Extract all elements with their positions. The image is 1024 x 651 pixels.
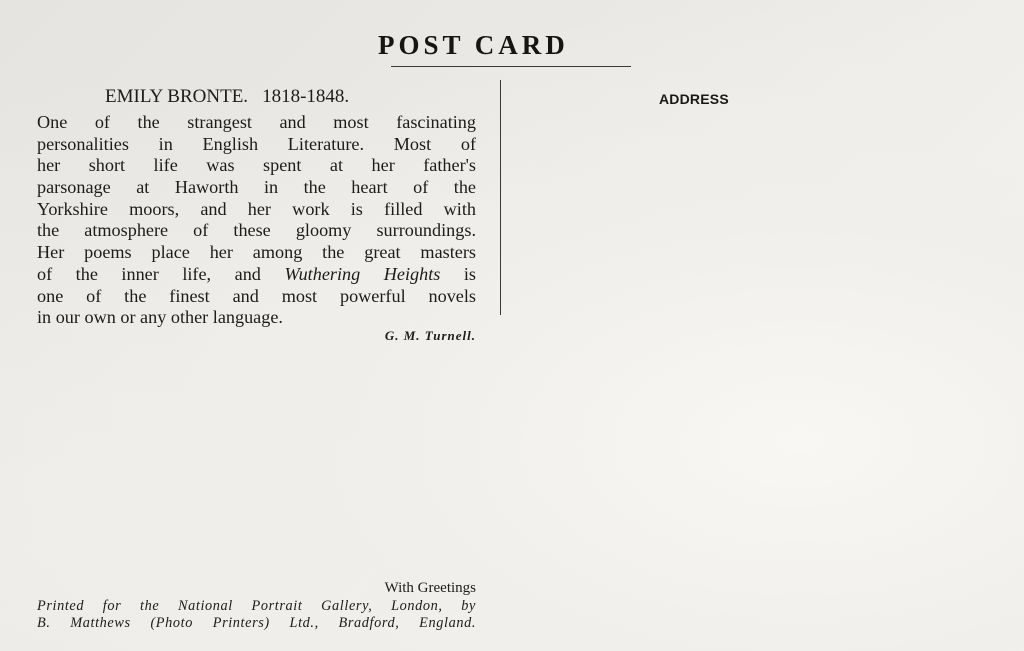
description-line: parsonage at Haworth in the heart of the	[37, 177, 476, 198]
description-segment: of the inner life, and	[37, 263, 285, 284]
description-line: one of the finest and most powerful novels	[37, 285, 476, 306]
subject-years: 1818-1848.	[262, 86, 350, 107]
subject-title	[105, 86, 349, 108]
greetings-text: With Greetings	[384, 580, 476, 596]
novel-title: Wuthering Heights	[284, 263, 441, 284]
description-line: Yorkshire moors, and her work is filled with	[37, 198, 476, 219]
printer-credit-line: B. Matthews (Photo Printers) Ltd., Bradford, England.	[37, 615, 476, 631]
description-line: One of the strangest and most fascinating	[37, 112, 476, 132]
description-line	[37, 264, 476, 286]
address-label: ADDRESS	[659, 91, 729, 107]
author-credit: G. M. Turnell.	[384, 328, 476, 343]
description-text	[37, 112, 476, 329]
postcard-heading: POST CARD	[378, 30, 569, 60]
description-line: Her poems place her among the great masters	[37, 242, 476, 263]
description-segment: is	[440, 263, 476, 284]
printer-credit	[37, 598, 476, 632]
description-line: the atmosphere of these gloomy surroundings.	[37, 220, 476, 241]
heading-underline	[391, 66, 631, 67]
description-line: her short life was spent at her father's	[37, 155, 476, 176]
description-line: personalities in English Literature. Most of	[37, 133, 476, 154]
description-line: in our own or any other language.	[37, 307, 283, 328]
printer-credit-line: Printed for the National Portrait Gallery, London, by	[37, 598, 476, 614]
message-address-divider	[500, 80, 501, 315]
subject-name: EMILY BRONTE.	[105, 86, 249, 107]
